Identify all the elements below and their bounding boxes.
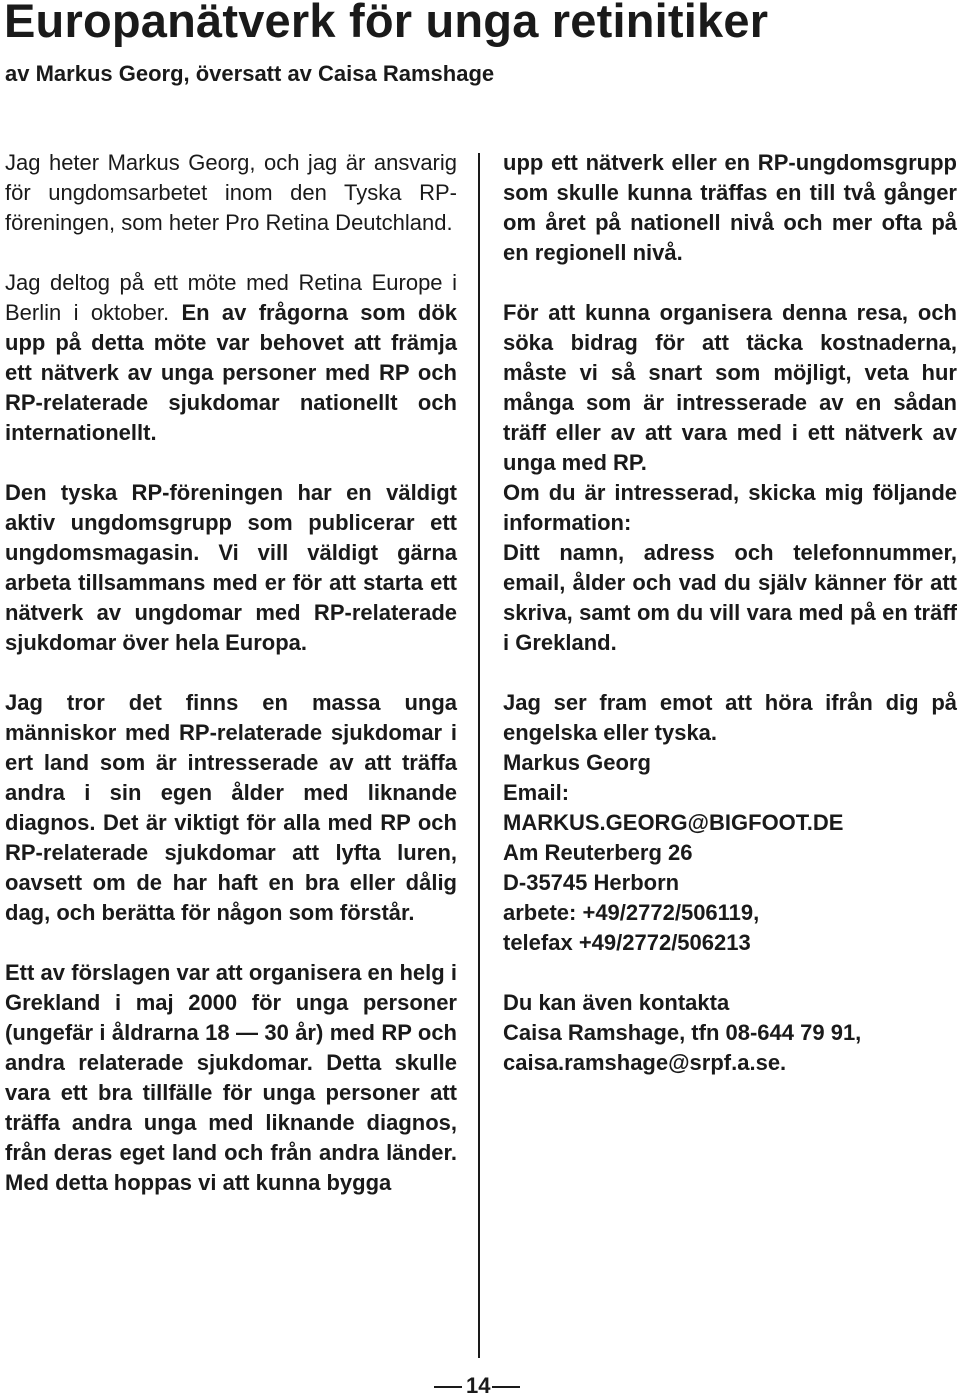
article-title: Europanätverk för unga retinitiker — [4, 0, 769, 47]
paragraph-young-people-part-1: Jag tror det finns en massa unga människor med RP-relaterade sjukdomar i ert land som är intresserade av att träffa andra i sin egen ålder med liknande diagnos. — [5, 690, 457, 835]
article-byline: av Markus Georg, översatt av Caisa Ramshage — [5, 61, 495, 86]
contact-email-label: Email: — [503, 780, 570, 805]
paragraph-information-list: Ditt namn, adress och telefonnummer, email, ålder och vad du själv känner för att skriva, samt om du vill vara med på en träff i Grekland. — [503, 540, 957, 655]
alternate-contact-intro: Du kan även kontakta — [503, 990, 730, 1015]
contact-postal-city: D-35745 Herborn — [503, 870, 680, 895]
alternate-contact-block — [503, 988, 957, 1078]
alternate-contact-name-phone: Caisa Ramshage, tfn 08-644 79 91, — [503, 1020, 862, 1045]
paragraph-funding: För att kunna organisera denna resa, och söka bidrag för att täcka kostnaderna, måste vi så snart som möjligt, veta hur många som är intresserade av en sådan träff eller av att vara med i ett nätverk av unga med RP. — [503, 300, 957, 475]
page-footer — [0, 1372, 960, 1398]
contact-block — [503, 748, 957, 958]
paragraph-retina-europe-part-2: En av frågorna som dök upp på detta möte var behovet att främja ett nätverk av unga personer med RP och RP-relaterade sjukdomar nationellt och internationellt. — [5, 300, 457, 445]
contact-fax: telefax +49/2772/506213 — [503, 930, 751, 955]
contact-email-address[interactable]: MARKUS.GEORG@BIGFOOT.DE — [503, 810, 844, 835]
paragraph-german-group — [5, 478, 457, 658]
paragraph-retina-europe — [5, 268, 457, 448]
column-divider — [478, 153, 480, 1358]
right-column — [503, 148, 957, 1078]
paragraph-young-people — [5, 688, 457, 928]
contact-name: Markus Georg — [503, 750, 651, 775]
footer-dash-right — [492, 1386, 520, 1388]
paragraph-intro: Jag heter Markus Georg, och jag är ansvarig för ungdomsarbetet inom den Tyska RP-föreningen, som heter Pro Retina Deutchland. — [5, 150, 457, 235]
paragraph-greece-weekend-part-2: Detta skulle vara ett bra tillfälle för unga personer att träffa andra unga med liknande diagnos, från deras eget land och från andra länder. Med detta hoppas vi att kunna bygga — [5, 1050, 457, 1195]
left-column — [5, 148, 457, 1228]
contact-street: Am Reuterberg 26 — [503, 840, 693, 865]
page-number: 14 — [466, 1373, 491, 1398]
paragraph-closing: Jag ser fram emot att höra ifrån dig på engelska eller tyska. — [503, 690, 957, 745]
paragraph-greece-weekend-part-1: Ett av förslagen var att organisera en helg i Grekland i maj 2000 för unga personer (ungefär i åldrarna 18 — 30 år) med RP och andra relaterade sjukdomar. — [5, 960, 457, 1075]
contact-work-phone: arbete: +49/2772/506119, — [503, 900, 760, 925]
paragraph-german-group-part-2: Vi vill väldigt gärna arbeta tillsammans med er för att starta ett nätverk av ungdomar med RP-relaterade sjukdomar över hela Europa. — [5, 540, 457, 655]
alternate-contact-email[interactable]: caisa.ramshage@srpf.a.se. — [503, 1050, 787, 1075]
paragraph-network-continued: upp ett nätverk eller en RP-ungdomsgrupp som skulle kunna träffas en till två gånger om året på nationell nivå och mer ofta på en regionell nivå. — [503, 150, 957, 265]
paragraph-greece-weekend — [5, 958, 457, 1198]
paragraph-young-people-part-2: Det är viktigt för alla med RP och RP-relaterade sjukdomar att lyfta luren, oavsett om de har haft en bra eller dålig dag, och berätta för någon som förstår. — [5, 810, 457, 925]
paragraph-german-group-part-1: Den tyska RP-föreningen har en väldigt aktiv ungdomsgrupp som publicerar ett ungdomsmagasin. — [5, 480, 457, 565]
paragraph-retina-europe-part-1: Jag deltog på ett möte med Retina Europe i Berlin i oktober. — [5, 270, 457, 325]
paragraph-interest: Om du är intresserad, skicka mig följande information: — [503, 480, 957, 535]
footer-dash-left — [434, 1386, 462, 1388]
